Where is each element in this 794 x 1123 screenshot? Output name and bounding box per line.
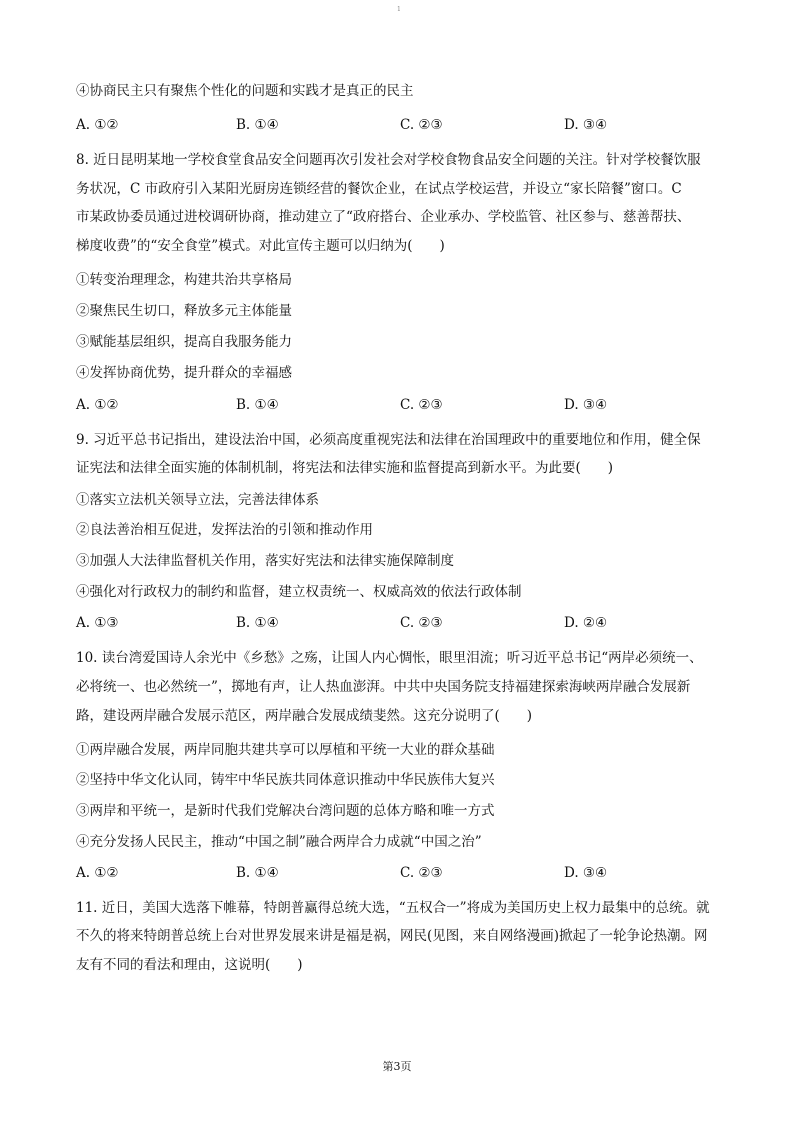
q10-item-2: ②坚持中华文化认同，铸牢中华民族共同体意识推动中华民族伟大复兴 [76,772,495,788]
q9-option-b[interactable]: B. ①④ [236,615,279,631]
q10-stem-line-2: 必将统一、也必然统一”，掷地有声，让人热血澎湃。中共中央国务院支持福建探索海峡两岸融合发展新 [76,679,691,695]
q8-options [76,396,726,414]
q8-stem-line-2: 务状况，C 市政府引入某阳光厨房连锁经营的餐饮企业，在试点学校运营，并设立“家长陪餐”窗口。C [76,181,682,197]
q7-option-c[interactable]: C. ②③ [400,117,443,133]
q8-item-4: ④发挥协商优势，提升群众的幸福感 [76,365,292,381]
q8-option-c[interactable]: C. ②③ [400,397,443,413]
q10-item-3: ③两岸和平统一，是新时代我们党解决台湾问题的总体方略和唯一方式 [76,803,495,819]
q9-option-d[interactable]: D. ②④ [564,615,608,631]
q9-option-c[interactable]: C. ②③ [400,615,443,631]
q8-stem-line-3: 市某政协委员通过进校调研协商，推动建立了“政府搭台、企业承办、学校监管、社区参与、慈善帮扶、 [76,209,691,225]
q8-stem-line-4: 梯度收费”的“安全食堂”模式。对此宣传主题可以归纳为( ) [76,238,445,254]
q9-item-3: ③加强人大法律监督机关作用，落实好宪法和法律实施保障制度 [76,553,454,569]
q9-item-4: ④强化对行政权力的制约和监督，建立权责统一、权威高效的依法行政体制 [76,584,522,600]
q7-option-a[interactable]: A. ①② [76,117,119,133]
q8-stem-line-1: 8. 近日昆明某地一学校食堂食品安全问题再次引发社会对学校食物食品安全问题的关注。针对学校餐饮服 [76,152,701,168]
page-top-mark: 1 [397,6,401,13]
q8-option-b[interactable]: B. ①④ [236,397,279,413]
q10-stem-line-1: 10. 读台湾爱国诗人余光中《乡愁》之殇，让国人内心惆怅，眼里泪流；听习近平总书记“两岸必须统一、 [76,650,703,666]
q10-option-b[interactable]: B. ①④ [236,865,279,881]
q7-options [76,116,726,134]
q10-stem-line-3: 路，建设两岸融合发展示范区，两岸融合发展成绩斐然。这充分说明了( ) [76,708,533,724]
q9-option-a[interactable]: A. ①③ [76,615,119,631]
q10-option-c[interactable]: C. ②③ [400,865,443,881]
q10-options [76,864,726,882]
q7-option-d[interactable]: D. ③④ [564,117,608,133]
q7-option-b[interactable]: B. ①④ [236,117,279,133]
page-number: 第3页 [382,1060,412,1073]
q9-stem-line-1: 9. 习近平总书记指出，建设法治中国，必须高度重视宪法和法律在治国理政中的重要地位和作用，健全保 [76,432,701,448]
q10-option-d[interactable]: D. ③④ [564,865,608,881]
q10-item-4: ④充分发扬人民民主，推动“中国之制”融合两岸合力成就“中国之治” [76,834,482,850]
q11-stem-line-2: 不久的将来特朗普总统上台对世界发展来讲是福是祸，网民(见图，来自网络漫画)掀起了一轮争论热潮。网 [76,928,708,944]
q9-options [76,614,726,632]
q9-stem-line-2: 证宪法和法律全面实施的体制机制，将宪法和法律实施和监督提高到新水平。为此要( ) [76,460,614,476]
q10-item-1: ①两岸融合发展，两岸同胞共建共享可以厚植和平统一大业的群众基础 [76,742,495,758]
q9-item-2: ②良法善治相互促进，发挥法治的引领和推动作用 [76,522,373,538]
q8-item-1: ①转变治理理念，构建共治共享格局 [76,272,292,288]
q11-stem-line-3: 友有不同的看法和理由，这说明( ) [76,957,303,973]
q7-item-4: ④协商民主只有聚焦个性化的问题和实践才是真正的民主 [76,83,414,99]
q8-item-2: ②聚焦民生切口，释放多元主体能量 [76,303,292,319]
q8-option-d[interactable]: D. ③④ [564,397,608,413]
q10-option-a[interactable]: A. ①② [76,865,119,881]
q8-item-3: ③赋能基层组织，提高自我服务能力 [76,334,292,350]
q8-option-a[interactable]: A. ①② [76,397,119,413]
q9-item-1: ①落实立法机关领导立法，完善法律体系 [76,492,319,508]
q11-stem-line-1: 11. 近日，美国大选落下帷幕，特朗普赢得总统大选，“五权合一”将成为美国历史上权力最集中的总统。就 [76,900,710,916]
